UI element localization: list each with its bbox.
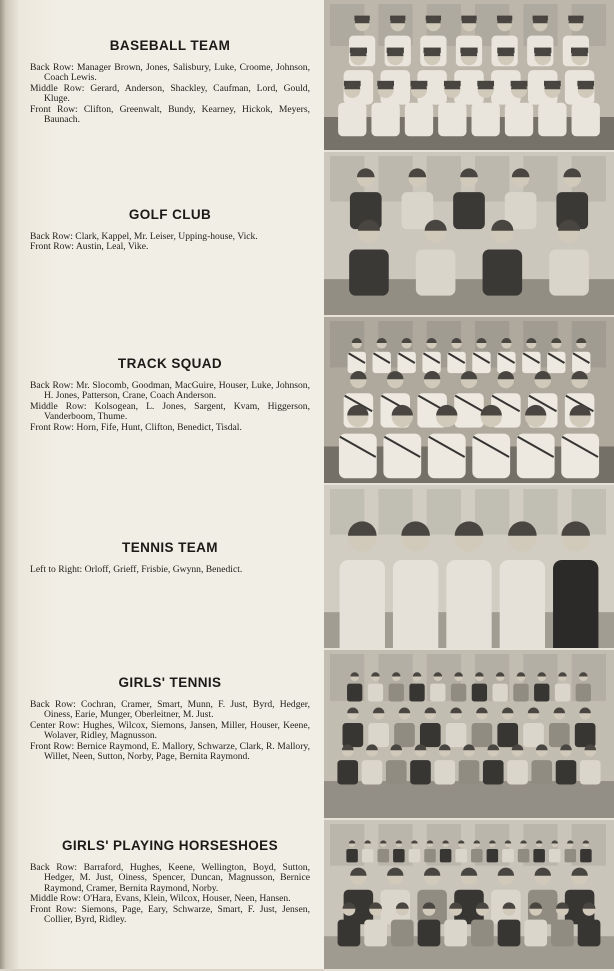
section-title: TRACK SQUAD [117, 356, 223, 371]
photo-canvas [324, 317, 614, 483]
girls-tennis-section [30, 675, 310, 762]
roster-row: Back Row: Clark, Kappel, Mr. Leiser, Upping-house, Vick. [30, 231, 258, 242]
section-title: GIRLS' PLAYING HORSESHOES [61, 838, 278, 853]
girls-horseshoes-photo [324, 820, 614, 971]
photo-sheen [324, 317, 614, 483]
baseball-team-photo [324, 0, 614, 152]
roster-row: Front Row: Siemons, Page, Eary, Schwarze, Smart, F. Just, Jensen, Collier, Byrd, Ridley. [30, 903, 310, 926]
photo-canvas [324, 820, 614, 969]
baseball-team-section [30, 38, 310, 125]
roster-row: Front Row: Clifton, Greenwalt, Bundy, Kearney, Hickok, Meyers, Baunach. [30, 103, 310, 126]
roster-row: Middle Row: Gerard, Anderson, Shackley, Caufman, Lord, Gould, Kluge. [30, 82, 310, 105]
photo-canvas [324, 485, 614, 648]
tennis-team-photo [324, 485, 614, 650]
section-title: TENNIS TEAM [122, 540, 218, 555]
photo-canvas [324, 650, 614, 818]
girls-horseshoes-section [30, 838, 310, 925]
section-title: GOLF CLUB [128, 207, 212, 222]
roster-row: Back Row: Mr. Slocomb, Goodman, MacGuire, Houser, Luke, Johnson, H. Jones, Patterson, Crane, Coach Anderson. [30, 380, 310, 402]
roster-row: Middle Row: O'Hara, Evans, Klein, Wilcox, Houser, Neen, Hansen. [30, 893, 291, 905]
photo-column [324, 0, 614, 969]
photo-sheen [324, 650, 614, 818]
roster-row: Front Row: Horn, Fife, Hunt, Clifton, Benedict, Tisdal. [30, 421, 242, 433]
roster-row: Middle Row: Kolsogean, L. Jones, Sargent, Kvam, Higgerson, Vanderboom, Thume. [30, 400, 310, 423]
photo-canvas [324, 152, 614, 315]
golf-club-photo [324, 152, 614, 317]
roster-row: Front Row: Austin, Leal, Vike. [30, 241, 149, 253]
section-title: BASEBALL TEAM [109, 38, 231, 53]
photo-sheen [324, 0, 614, 150]
photo-sheen [324, 485, 614, 648]
track-squad-section [30, 356, 310, 433]
roster-row: Back Row: Barraford, Hughes, Keene, Wellington, Boyd, Sutton, Hedger, M. Just, Oiness, Spencer, Duncan, Magnusson, Bernice Raymond, Cramer, Bernita Raymond, Norby. [30, 862, 310, 894]
photo-sheen [324, 152, 614, 315]
roster-row: Center Row: Hughes, Wilcox, Siemons, Jansen, Miller, Houser, Keene, Wolaver, Ridley, Magnusson. [30, 719, 310, 742]
golf-club-section [30, 207, 310, 253]
track-squad-photo [324, 317, 614, 485]
roster-row: Back Row: Manager Brown, Jones, Salisbury, Luke, Croome, Johnson, Coach Lewis. [30, 62, 310, 84]
section-title: GIRLS' TENNIS [118, 675, 222, 690]
roster-row: Back Row: Cochran, Cramer, Smart, Munn, F. Just, Byrd, Hedger, Oiness, Earie, Munger, Oberleitner, M. Just. [30, 699, 310, 721]
roster-row: Left to Right: Orloff, Grieff, Frisbie, Gwynn, Benedict. [30, 564, 243, 575]
photo-canvas [324, 0, 614, 150]
photo-sheen [324, 820, 614, 969]
girls-tennis-photo [324, 650, 614, 820]
roster-row: Front Row: Bernice Raymond, E. Mallory, Schwarze, Clark, R. Mallory, Willet, Neen, Sutton, Norby, Page, Bernita Raymond. [30, 740, 310, 763]
tennis-team-section [30, 540, 310, 575]
